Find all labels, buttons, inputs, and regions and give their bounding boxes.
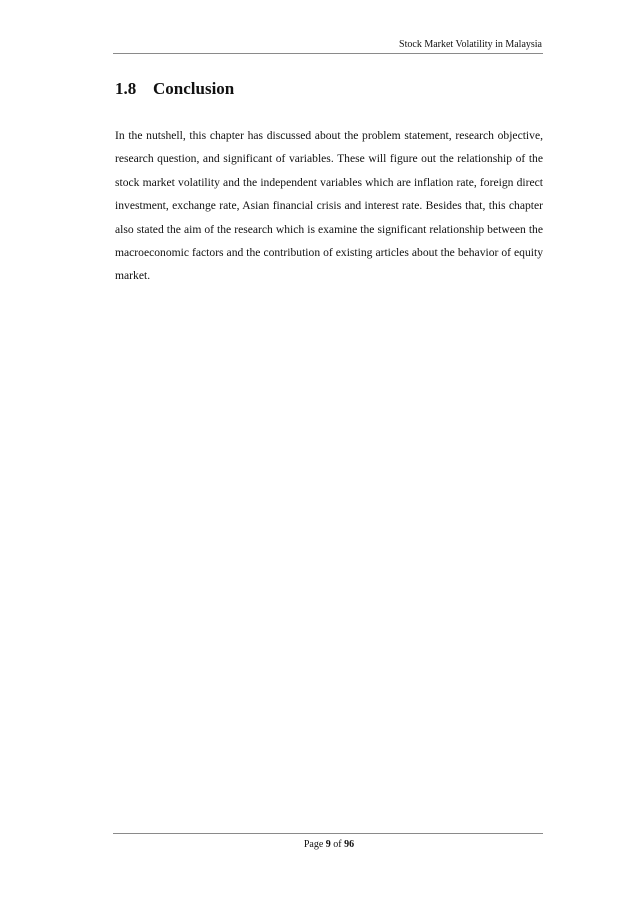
section-title: Conclusion bbox=[153, 79, 235, 98]
running-header: Stock Market Volatility in Malaysia bbox=[399, 39, 542, 50]
section-heading bbox=[115, 79, 234, 99]
total-page-count: 96 bbox=[344, 839, 355, 850]
of-label: of bbox=[333, 839, 342, 850]
header-divider bbox=[113, 53, 543, 54]
conclusion-paragraph: In the nutshell, this chapter has discussed about the problem statement, research objective, research question, and significant of variables. These will figure out the relationship of the stock market volatility and the independent variables which are inflation rate, foreign direct investment, exchange rate, Asian financial crisis and interest rate. Besides that, this chapter also stated the aim of the research which is examine the significant relationship between the macroeconomic factors and the contribution of existing articles about the behavior of equity market. bbox=[115, 129, 543, 283]
page-label: Page bbox=[303, 839, 324, 850]
footer-divider bbox=[113, 833, 543, 834]
page-footer bbox=[0, 839, 638, 851]
section-number: 1.8 bbox=[115, 79, 137, 98]
current-page-number: 9 bbox=[325, 839, 331, 850]
